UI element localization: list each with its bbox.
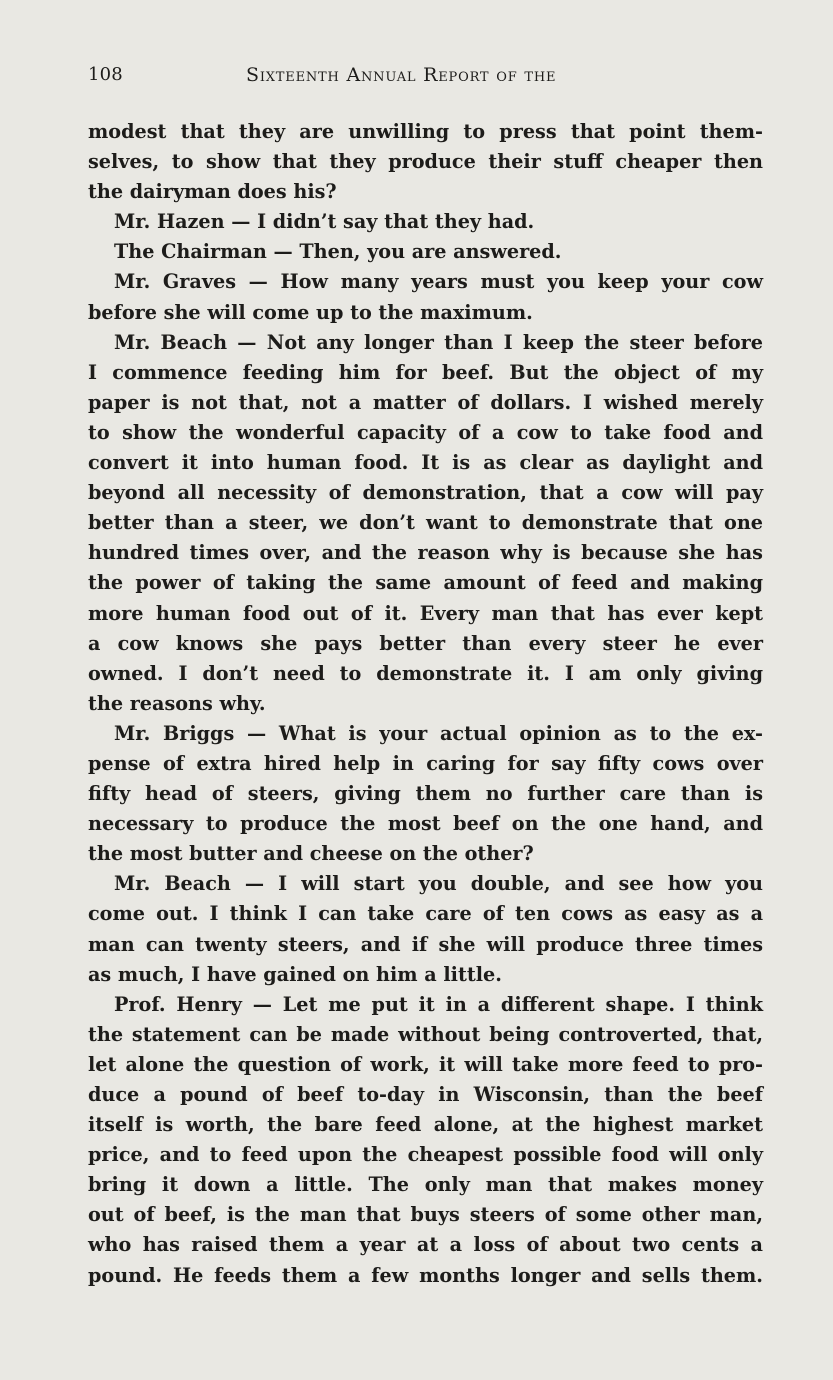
text-line: convert it into human food. It is as clear as daylight and [88,451,763,475]
text-line: who has raised them a year at a loss of about two cents a [88,1233,763,1257]
text-line: come out. I think I can take care of ten cows as easy as a [88,902,763,926]
text-line: Mr. Briggs — What is your actual opinion as to the ex- [114,721,763,745]
running-head: Sixteenth Annual Report of the [246,64,557,86]
text-line: necessary to produce the most beef on the one hand, and [88,812,763,836]
text-line: Mr. Beach — I will start you double, and see how you [114,872,763,896]
text-line: pound. He feeds them a few months longer and sells them. [88,1263,763,1287]
text-line: owned. I don’t need to demonstrate it. I am only giving [88,661,763,685]
text-line: Mr. Beach — Not any longer than I keep the steer before [114,330,763,354]
text-line: pense of extra hired help in caring for say fifty cows over [88,751,763,775]
text-line: before she will come up to the maximum. [88,300,533,324]
text-line: price, and to feed upon the cheapest possible food will only [88,1143,763,1167]
text-line: the most butter and cheese on the other? [88,842,534,866]
text-line: hundred times over, and the reason why is because she has [88,541,763,565]
text-line: Prof. Henry — Let me put it in a different shape. I think [114,992,763,1016]
text-line: a cow knows she pays better than every steer he ever [88,631,763,655]
text-line: beyond all necessity of demonstration, that a cow will pay [88,481,763,505]
text-line: man can twenty steers, and if she will produce three times [88,932,763,956]
text-line: let alone the question of work, it will take more feed to pro- [88,1052,763,1076]
text-line: bring it down a little. The only man that makes money [88,1173,763,1197]
text-line: duce a pound of beef to-day in Wisconsin, than the beef [88,1083,763,1106]
text-line: out of beef, is the man that buys steers of some other man, [88,1203,763,1227]
page-header [88,64,763,90]
text-line: Mr. Graves — How many years must you keep your cow [114,270,763,294]
text-line: selves, to show that they produce their stuff cheaper then [88,150,763,174]
text-line: more human food out of it. Every man that has ever kept [88,601,763,625]
body-text [88,117,763,1291]
text-line: better than a steer, we don’t want to demonstrate that one [88,511,763,535]
text-line: modest that they are unwilling to press that point them- [88,120,763,143]
text-line: to show the wonderful capacity of a cow to take food and [88,420,763,444]
text-line: the dairyman does his? [88,180,337,204]
text-line: fifty head of steers, giving them no further care than is [88,782,763,806]
text-line: paper is not that, not a matter of dollars. I wished merely [88,390,763,414]
text-line: the reasons why. [88,691,266,715]
page-number: 108 [88,64,123,85]
text-line: the power of taking the same amount of feed and making [88,571,763,595]
text-line: the statement can be made without being controverted, that, [88,1022,763,1046]
text-line: Mr. Hazen — I didn’t say that they had. [114,210,535,234]
text-line: I commence feeding him for beef. But the object of my [88,360,763,384]
text-line: as much, I have gained on him a little. [88,962,502,986]
text-line: itself is worth, the bare feed alone, at the highest market [88,1113,763,1137]
text-line: The Chairman — Then, you are answered. [114,240,562,264]
